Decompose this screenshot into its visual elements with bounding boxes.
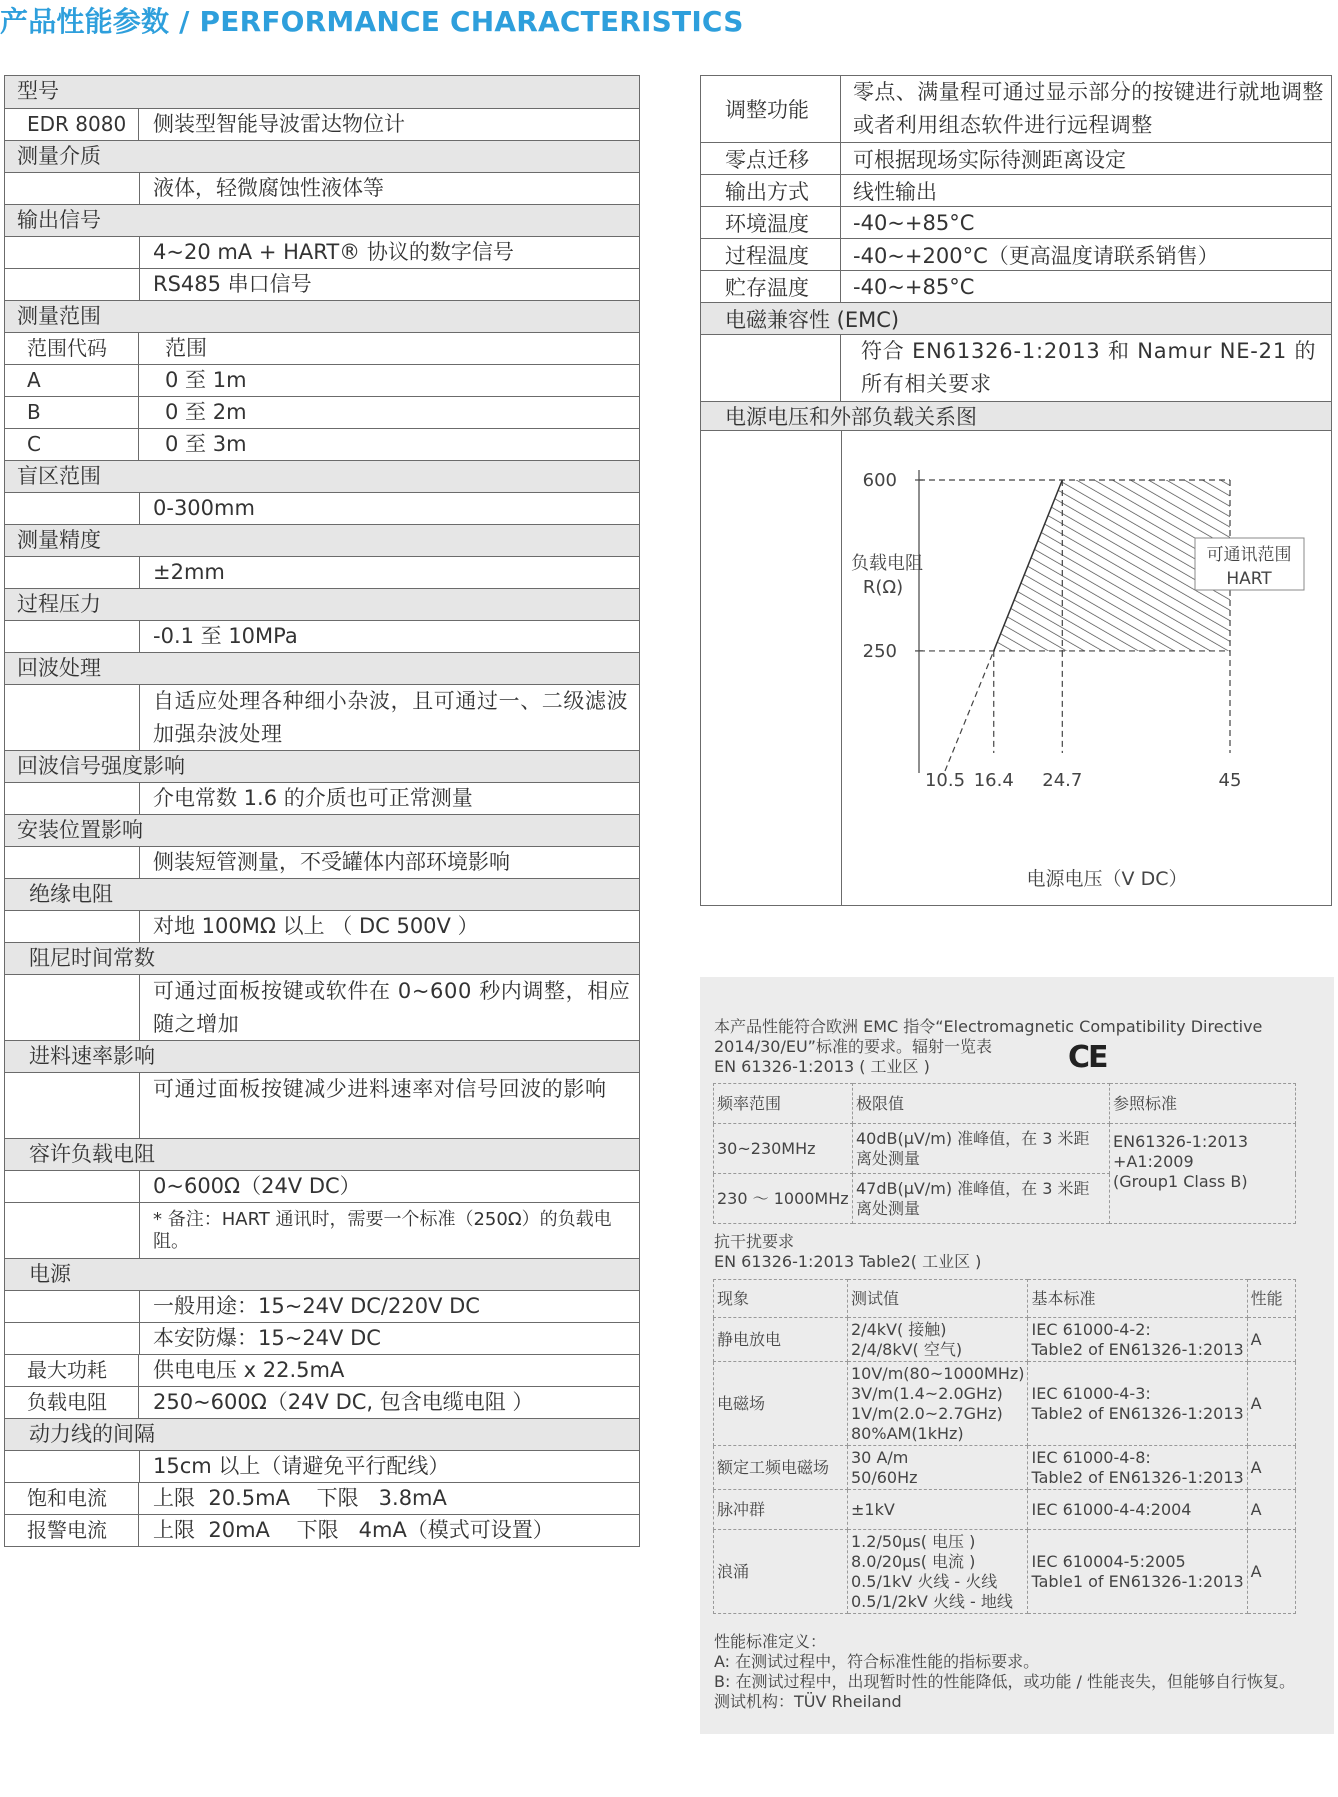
output-value-2: RS485 串口信号 (153, 272, 312, 296)
x-tick-label: 16.4 (973, 770, 1014, 791)
load-res-value: 250~600Ω（24V DC, 包含电缆电阻 ） (153, 1390, 534, 1414)
range-code: C (5, 429, 139, 460)
row-output-header (5, 204, 639, 236)
sat-label: 饱和电流 (5, 1483, 139, 1514)
row-chart-header (701, 402, 1331, 431)
imm-header: 现象 (714, 1280, 848, 1318)
imm-header: 测试值 (848, 1280, 1028, 1318)
store-value: -40~+85°C (853, 274, 975, 299)
def-b: B: 在测试过程中，出现暂时性的性能降低，或功能 / 性能丧失，但能够自行恢复。 (714, 1672, 1296, 1691)
install-header: 安装位置影响 (17, 818, 143, 842)
table-row (714, 1124, 1296, 1174)
row-spacing-header (5, 1418, 639, 1450)
imm-std: IEC 61000-4-8: Table2 of EN61326-1:2013 (1028, 1446, 1247, 1490)
table-row (714, 1362, 1296, 1446)
imm-phen: 浪涌 (714, 1530, 848, 1614)
row-medium-header (5, 140, 639, 172)
radiation-table (713, 1083, 1296, 1224)
range-value: 0 至 2m (165, 400, 247, 424)
test-agency: 测试机构：TÜV Rheiland (714, 1692, 902, 1711)
load-res-label: 负载电阻 (5, 1387, 139, 1418)
immunity-table (713, 1279, 1296, 1614)
model-header: 型号 (17, 79, 59, 103)
table-row (714, 1446, 1296, 1490)
model-code: EDR 8080 (5, 109, 139, 140)
proc-value: -40~+200°C（更高温度请联系销售） (853, 243, 1219, 268)
ce-mark-icon: CE (1068, 1040, 1107, 1075)
imm-header: 性能 (1247, 1280, 1295, 1318)
env-label: 环境温度 (701, 207, 841, 238)
row-output-1 (5, 236, 639, 268)
zero-label: 零点迁移 (701, 143, 841, 174)
row-power-exi (5, 1322, 639, 1354)
row-echo (5, 684, 639, 750)
load-voltage-chart (701, 430, 1330, 904)
row-range-a (5, 364, 639, 396)
rad-limit: 47dB(μV/m) 准峰值，在 3 米距 离处测量 (853, 1174, 1110, 1224)
out-value: 线性输出 (853, 179, 937, 204)
immunity-title: 抗干扰要求 (714, 1232, 795, 1251)
max-power-label: 最大功耗 (5, 1355, 139, 1386)
y-label-2: R(Ω) (862, 577, 904, 598)
y-tick-label-600: 600 (862, 470, 897, 491)
range-code: A (5, 365, 139, 396)
rad-freq: 30~230MHz (714, 1124, 853, 1174)
load-value: 0~600Ω（24V DC） (153, 1174, 361, 1198)
boundary-dashed (945, 651, 994, 771)
range-code-label: 范围代码 (5, 333, 139, 364)
def-title: 性能标准定义： (714, 1632, 827, 1651)
row-feed (5, 1072, 639, 1138)
row-load-res (5, 1386, 639, 1418)
imm-std: IEC 61000-4-4:2004 (1028, 1490, 1247, 1530)
power-general: 一般用途：15~24V DC/220V DC (153, 1294, 480, 1318)
row-load-header (5, 1138, 639, 1170)
alarm-label: 报警电流 (5, 1515, 139, 1546)
row-output-2 (5, 268, 639, 300)
emc-intro-1: 本产品性能符合欧洲 EMC 指令“Electromagnetic Compatibility Directive (714, 1017, 1263, 1036)
row-power-general (5, 1290, 639, 1322)
emc-header: 电磁兼容性 (EMC) (725, 307, 900, 332)
imm-test: ±1kV (848, 1490, 1028, 1530)
medium-header: 测量介质 (17, 144, 101, 168)
echo-value: 自适应处理各种细小杂波，且可通过一、二级滤波加强杂波处理 (153, 689, 629, 746)
imm-perf: A (1247, 1530, 1295, 1614)
row-emc-header (701, 303, 1331, 335)
adjust-label: 调整功能 (701, 76, 841, 142)
imm-header: 基本标准 (1028, 1280, 1247, 1318)
row-env (701, 207, 1331, 239)
row-store (701, 271, 1331, 303)
range-value: 0 至 1m (165, 368, 247, 392)
row-range-labels (5, 332, 639, 364)
sat-value: 上限 20.5mA 下限 3.8mA (153, 1486, 447, 1510)
feed-value: 可通过面板按键减少进料速率对信号回波的影响 (153, 1077, 607, 1101)
imm-phen: 额定工频电磁场 (714, 1446, 848, 1490)
imm-test: 2/4kV( 接触) 2/4/8kV( 空气) (848, 1318, 1028, 1362)
row-accuracy (5, 556, 639, 588)
table-row (714, 1490, 1296, 1530)
emc-info-box (700, 977, 1334, 1734)
row-range-b (5, 396, 639, 428)
row-accuracy-header (5, 524, 639, 556)
model-desc: 侧装型智能导波雷达物位计 (153, 112, 405, 136)
alarm-value: 上限 20mA 下限 4mA（模式可设置） (153, 1518, 554, 1542)
output-header: 输出信号 (17, 208, 101, 232)
rad-freq: 230 ～ 1000MHz (714, 1174, 853, 1224)
region-label-1: 可通讯范围 (1206, 545, 1292, 565)
row-model (5, 108, 639, 140)
damping-value: 可通过面板按键或软件在 0~600 秒内调整，相应随之增加 (153, 979, 631, 1036)
emc-intro-2: 2014/30/EU”标准的要求。辐射一览表 (714, 1037, 992, 1056)
load-header: 容许负载电阻 (29, 1142, 155, 1166)
row-emc (701, 335, 1331, 402)
store-label: 贮存温度 (701, 271, 841, 302)
out-label: 输出方式 (701, 175, 841, 206)
accuracy-header: 测量精度 (17, 528, 101, 552)
y-tick-label-250: 250 (862, 640, 897, 662)
row-sat (5, 1482, 639, 1514)
rad-header: 参照标准 (1110, 1084, 1296, 1124)
range-label: 范围 (165, 336, 207, 360)
install-value: 侧装短管测量，不受罐体内部环境影响 (153, 850, 510, 874)
x-tick-label: 45 (1218, 770, 1242, 791)
imm-phen: 脉冲群 (714, 1490, 848, 1530)
insulation-value: 对地 100MΩ 以上 （ DC 500V ） (153, 914, 479, 938)
blind-header: 盲区范围 (17, 464, 101, 488)
rad-header: 极限值 (853, 1084, 1110, 1124)
row-zero (701, 143, 1331, 175)
row-install-header (5, 814, 639, 846)
row-damping (5, 974, 639, 1040)
def-a: A: 在测试过程中，符合标准性能的指标要求。 (714, 1652, 1040, 1671)
immunity-std: EN 61326-1:2013 Table2( 工业区 ) (714, 1252, 982, 1271)
max-power-value: 供电电压 x 22.5mA (153, 1358, 345, 1382)
echo-strength-value: 介电常数 1.6 的介质也可正常测量 (153, 786, 473, 810)
x-tick-label: 24.7 (1042, 770, 1083, 791)
adjust-value: 零点、满量程可通过显示部分的按键进行就地调整或者利用组态软件进行远程调整 (853, 80, 1324, 137)
row-feed-header (5, 1040, 639, 1072)
blind-value: 0-300mm (153, 496, 255, 520)
echo-header: 回波处理 (17, 656, 101, 680)
spacing-value: 15cm 以上（请避免平行配线） (153, 1454, 450, 1478)
chart-area (701, 430, 1331, 905)
row-echo-strength-header (5, 750, 639, 782)
row-range-c (5, 428, 639, 460)
spec-table-right (700, 75, 1332, 906)
row-adjust (701, 76, 1331, 143)
row-echo-header (5, 652, 639, 684)
row-pressure-header (5, 588, 639, 620)
row-blind-header (5, 460, 639, 492)
range-code: B (5, 397, 139, 428)
output-value-1: 4~20 mA + HART® 协议的数字信号 (153, 240, 514, 264)
row-alarm (5, 1514, 639, 1546)
pressure-value: -0.1 至 10MPa (153, 624, 298, 648)
range-value: 0 至 3m (165, 432, 247, 456)
insulation-header: 绝缘电阻 (29, 882, 113, 906)
x-label: 电源电压（V DC） (1026, 868, 1188, 890)
row-max-power (5, 1354, 639, 1386)
echo-strength-header: 回波信号强度影响 (17, 754, 185, 778)
chart-header: 电源电压和外部负载关系图 (725, 405, 977, 429)
row-insulation-header (5, 878, 639, 910)
row-damping-header (5, 942, 639, 974)
row-proc (701, 239, 1331, 271)
table-row (714, 1318, 1296, 1362)
row-power-header (5, 1258, 639, 1290)
spec-table-left (4, 75, 640, 1547)
damping-header: 阻尼时间常数 (29, 946, 155, 970)
power-header: 电源 (29, 1262, 71, 1286)
imm-perf: A (1247, 1318, 1295, 1362)
imm-test: 1.2/50μs( 电压 ) 8.0/20μs( 电流 ) 0.5/1kV 火线 - 火线 0.5/1/2kV 火线 - 地线 (848, 1530, 1028, 1614)
env-value: -40~+85°C (853, 210, 975, 235)
row-blind (5, 492, 639, 524)
range-header: 测量范围 (17, 304, 101, 328)
accuracy-value: ±2mm (153, 560, 225, 584)
rad-std: EN61326-1:2013 +A1:2009 (Group1 Class B) (1110, 1124, 1296, 1224)
load-note: * 备注：HART 通讯时，需要一个标准（250Ω）的负载电阻。 (153, 1209, 612, 1252)
pressure-header: 过程压力 (17, 592, 101, 616)
feed-header: 进料速率影响 (29, 1044, 155, 1068)
row-pressure (5, 620, 639, 652)
imm-std: IEC 61000-4-3: Table2 of EN61326-1:2013 (1028, 1362, 1247, 1446)
imm-perf: A (1247, 1446, 1295, 1490)
medium-value: 液体，轻微腐蚀性液体等 (153, 176, 384, 200)
imm-test: 30 A/m 50/60Hz (848, 1446, 1028, 1490)
rad-limit: 40dB(μV/m) 准峰值，在 3 米距 离处测量 (853, 1124, 1110, 1174)
row-echo-strength (5, 782, 639, 814)
table-row (714, 1530, 1296, 1614)
power-exi: 本安防爆：15~24V DC (153, 1326, 381, 1350)
row-insulation (5, 910, 639, 942)
row-range-header (5, 300, 639, 332)
page-title: 产品性能参数 / PERFORMANCE CHARACTERISTICS (0, 5, 744, 38)
imm-std: IEC 610004-5:2005 Table1 of EN61326-1:2013 (1028, 1530, 1247, 1614)
imm-perf: A (1247, 1362, 1295, 1446)
imm-perf: A (1247, 1490, 1295, 1530)
emc-value: 符合 EN61326-1:2013 和 Namur NE-21 的所有相关要求 (861, 339, 1317, 396)
row-out (701, 175, 1331, 207)
x-tick-label: 10.5 (924, 770, 966, 791)
spacing-header: 动力线的间隔 (29, 1422, 155, 1446)
row-load (5, 1170, 639, 1202)
zero-value: 可根据现场实际待测距离设定 (853, 147, 1126, 172)
row-model-header (5, 76, 639, 108)
rad-header: 频率范围 (714, 1084, 853, 1124)
imm-test: 10V/m(80~1000MHz) 3V/m(1.4~2.0GHz) 1V/m(2.0~2.7GHz) 80%AM(1kHz) (848, 1362, 1028, 1446)
row-medium (5, 172, 639, 204)
row-load-note (5, 1202, 639, 1258)
imm-phen: 电磁场 (714, 1362, 848, 1446)
emc-intro-3: EN 61326-1:2013 ( 工业区 ) (714, 1057, 930, 1076)
imm-phen: 静电放电 (714, 1318, 848, 1362)
region-label-2: HART (1226, 569, 1272, 589)
proc-label: 过程温度 (701, 239, 841, 270)
y-label-1: 负载电阻 (851, 553, 923, 574)
imm-std: IEC 61000-4-2: Table2 of EN61326-1:2013 (1028, 1318, 1247, 1362)
row-install (5, 846, 639, 878)
row-spacing (5, 1450, 639, 1482)
